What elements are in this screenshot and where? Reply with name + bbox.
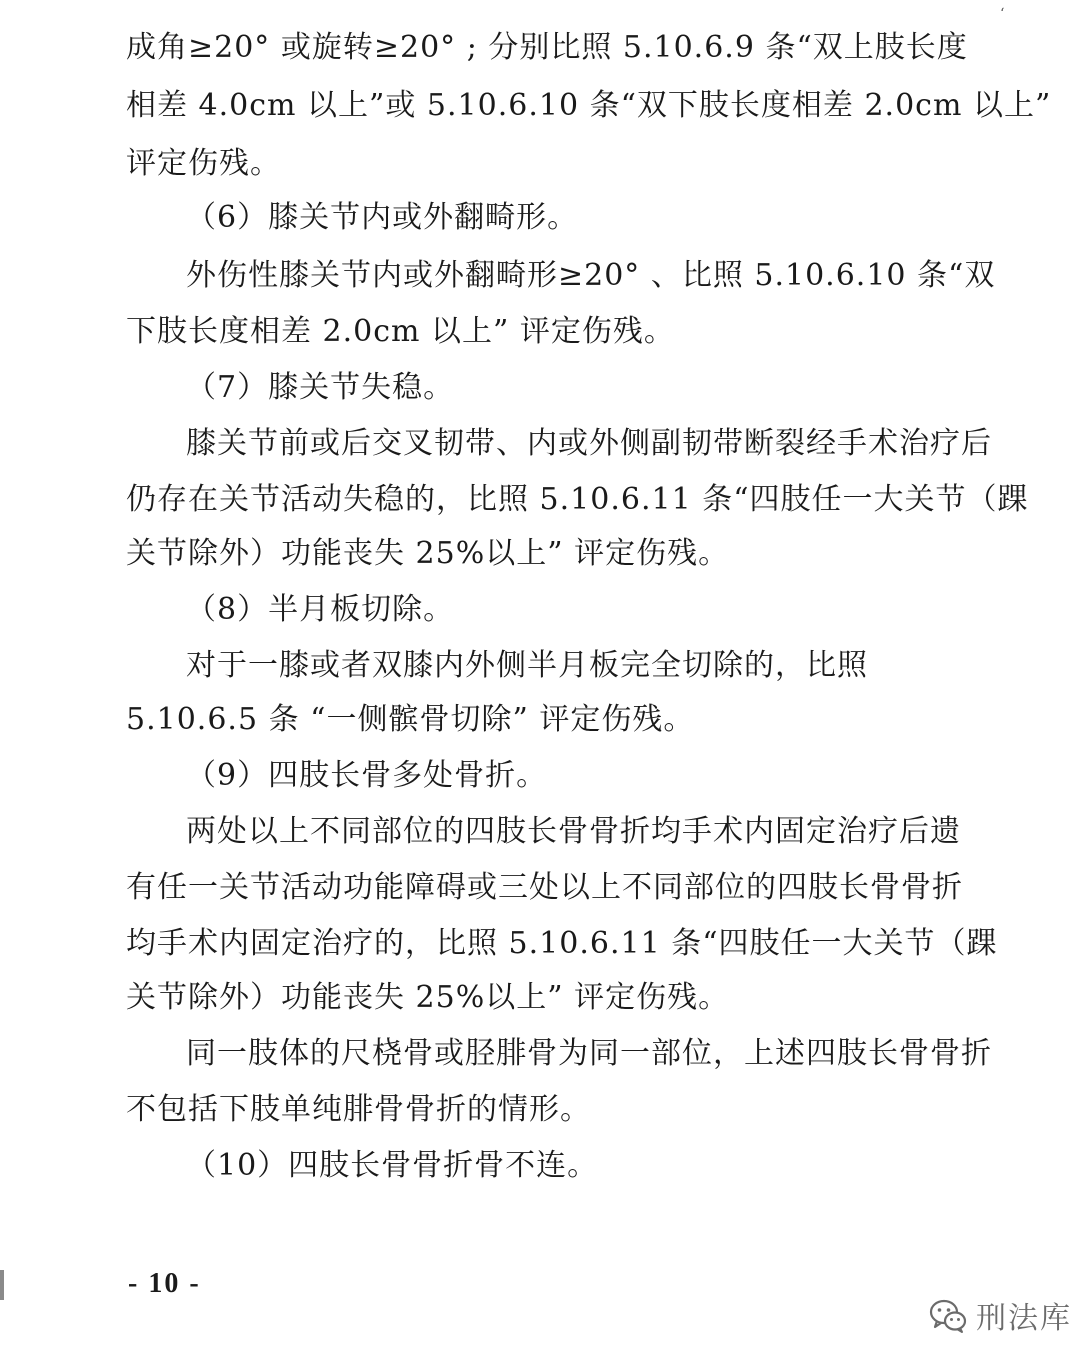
- text-line: 膝关节前或后交叉韧带、内或外侧副韧带断裂经手术治疗后: [186, 426, 992, 461]
- text-line: 关节除外）功能丧失 25%以上” 评定伤残。: [126, 536, 730, 571]
- scan-edge-mark: [0, 1270, 4, 1300]
- watermark: [928, 1288, 1072, 1342]
- text-line: 5.10.6.5 条 “一侧髌骨切除” 评定伤残。: [126, 702, 695, 737]
- text-line: 相差 4.0cm 以上”或 5.10.6.10 条“双下肢长度相差 2.0cm 以上”: [126, 88, 1052, 123]
- section-heading: （7）膝关节失稳。: [186, 370, 455, 405]
- text-line: 有任一关节活动功能障碍或三处以上不同部位的四肢长骨骨折: [126, 870, 963, 905]
- section-heading: （9）四肢长骨多处骨折。: [186, 758, 548, 793]
- text-line: 关节除外）功能丧失 25%以上” 评定伤残。: [126, 980, 730, 1015]
- wechat-icon: [928, 1295, 968, 1335]
- section-heading: （6）膝关节内或外翻畸形。: [186, 200, 579, 235]
- text-line: 同一肢体的尺桡骨或胫腓骨为同一部位，上述四肢长骨骨折: [186, 1036, 992, 1071]
- watermark-text: 刑法库: [976, 1301, 1072, 1336]
- text-line: 外伤性膝关节内或外翻畸形≥20° 、比照 5.10.6.10 条“双: [186, 258, 996, 293]
- text-line: 均手术内固定治疗的，比照 5.10.6.11 条“四肢任一大关节（踝: [126, 926, 998, 961]
- text-line: 下肢长度相差 2.0cm 以上” 评定伤残。: [126, 314, 675, 349]
- text-line: 成角≥20° 或旋转≥20° ; 分别比照 5.10.6.9 条“双上肢长度: [126, 30, 968, 65]
- text-line: 对于一膝或者双膝内外侧半月板完全切除的，比照: [186, 648, 868, 683]
- section-heading: （10）四肢长骨骨折骨不连。: [186, 1148, 599, 1183]
- text-line: 不包括下肢单纯腓骨骨折的情形。: [126, 1092, 591, 1127]
- corner-mark: ‘: [1000, 6, 1005, 22]
- section-heading: （8）半月板切除。: [186, 592, 455, 627]
- text-line: 两处以上不同部位的四肢长骨骨折均手术内固定治疗后遗: [186, 814, 961, 849]
- text-line: 评定伤残。: [126, 146, 281, 181]
- page-number: - 10 -: [128, 1268, 201, 1299]
- text-line: 仍存在关节活动失稳的，比照 5.10.6.11 条“四肢任一大关节（踝: [126, 482, 1029, 517]
